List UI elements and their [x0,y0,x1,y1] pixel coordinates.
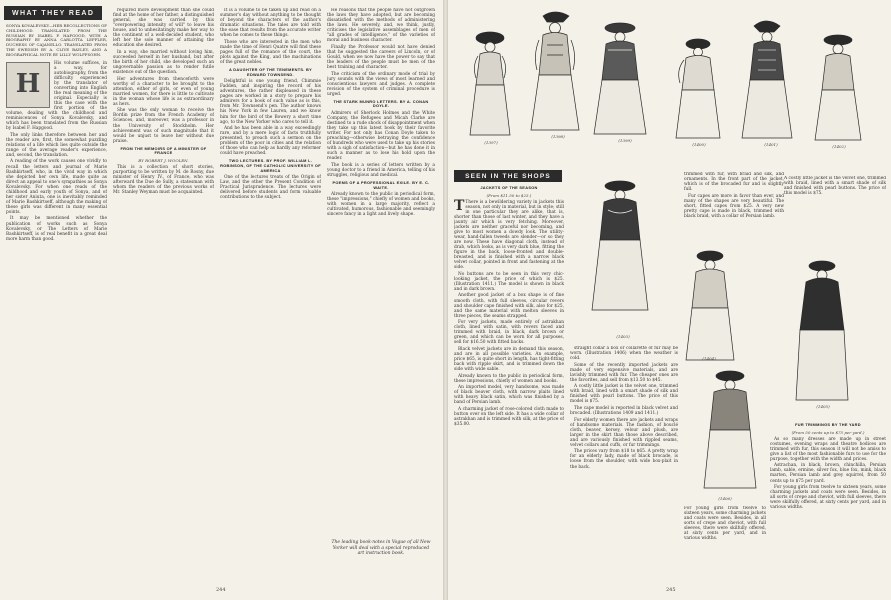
figure-label: (1400) [692,142,706,147]
paragraph: No buttons are to be seen in this very chic-looking jacket, the price of which is $25. (Illustration 1411.) The model is shown in black and in dark brown. [454,271,564,292]
paragraph: She was the only woman to receive the Bordin prize from the French Academy of Sciences, and, moreover, was a professor in the University of Stockholm. Her achievement was of such magnitude that it would be unjust to leave her without due praise. [113,108,214,144]
paragraph: required more development than she could find at the home of her father, a distinguished general, she was carried by this "overpowering intensity of will" to leave his house, and to unhesitatingly make her way to the continent of a well-decided student, who left her the sole manner of attaining the education she desired. [113,8,214,49]
right-column-c [784,176,886,256]
paragraph: Those who are interested in the men who made the time of Henri Quatre will find these pages full of the romance of the court, the plots against the King, and the machinations of the great nobles. [220,39,321,65]
review-subhead: POEMS OF A PROFESSIONAL EXILE. BY E. C. WAITE. [332,180,430,190]
paragraph: Delightful is one young friend, Chimmie Fadden, and inspiring the record of his adventures, the rather displeased in these pages are worked in a story to prepare his admirers for a book of such value as is this, from Mr. Townsend's pen. The author knows his New York in few Lauren, and we know him for the bird of the Bowery a short time ago, to the New Yorker who cares to tell it. [220,79,321,125]
paragraph: A costly little jacket is the velvet one, trimmed with braid, lined with a smart shade of silk and finished with pearl buttons. The price of this model is $75. [570,384,678,405]
article-price-range: (From $11.50 to $25.) [486,192,532,198]
left-column-1 [6,24,107,584]
fashion-figure-1397 [470,32,510,135]
footnote [330,540,432,557]
figure-label: (1402) [832,144,846,149]
illustrated-initial [6,62,50,108]
paragraph: For very jackets, made entirely of astrakhan cloth, lined with satin, with revers faced and trimmed with braid, in black, dark brown or green, and which can be worn for all purposes, sell for $16.50 with fitted backs. [454,320,564,346]
section-header [4,6,102,20]
paragraph: For young girls from twelve to sixteen years, some charming jackets and coats were seen. Besides, in all sorts of crepe and cheviot, with full sleeves, there were skilfully offered, at sixty cents per yard, and in various widths. [684,506,766,542]
paragraph: A reading of the work causes one vividly to recall the letters and journal of Marie Bashkirtseff, who, in the vivid way in which she depicted her own life, made quite as direct an appeal to one's sympathies as Sonya Kovalevsky. For when one reads of the childhood and early youth of Sonya, and of her sister Aniuta, one is inevitably reminded of Marie Bashkirtseff, although the making of these girls was different in many essential points. [6,159,107,215]
review-intro: SONYA KOVALEVSKY—HER RECOLLECTIONS OF CHILDHOOD. TRANSLATED FROM THE RUSSIAN BY ISABEL F. HAPGOOD, WITH A BIOGRAPHY BY ANNA CARLOTTA LEFFLER, DUCHESS OF CAJANELLO. TRANSLATED FROM THE SWEDISH BY A. CLIVE BAYLEY, AND A BIOGRAPHICAL NOTE BY LILLY WOLFFSOHN. [6,24,107,57]
left-column-2 [113,8,214,584]
fashion-figure-1405 [796,261,848,400]
paragraph [454,197,564,271]
paragraph: The cape model is reported in black velvet and brocaded. (Illustrations 1409 and 1411.) [570,406,678,417]
right-column-b [570,346,678,584]
figure-label: (1398) [551,134,565,139]
paragraph: It may be mentioned whether the publication of works such as Sonya Kovalevsky, or The Letters of Marie Bashkirtseff, is of real benefit in a great deal more harm than good. [6,216,107,242]
figure-label: (1401) [764,142,778,147]
paragraph: A charming jacket of rose-colored cloth made to button over on the left side. It has a wide collar of astrakhan and is trimmed with silk, at the price of $35.00. [454,406,564,428]
paragraph: straight collar a box or collarette of fur may be worn. (Illustration 1406) when the weather is cold. [570,346,678,362]
section-header-title: WHAT THEY READ [12,9,95,17]
paragraph: Her adventures from thenceforth were worthy of a character to be brought to the attention, either of girls, or even of young married women, for there is little to cultivate in the woman whose life is as extraordinary as hers. [113,76,214,107]
paragraph: In a way, she married without loving him, succeeded herself in her husband, but after the birth of her child, she developed such an ungovernable passion as to render futile existence out of the question. [113,49,214,76]
paragraph: One of the lectures treats of the Origin of Law, and the other the Present Condition of Practical Jurisprudence. The lectures were delivered before students and form valuable contributions to the subject. [220,175,321,201]
paragraph: Some of the recently imported jackets are made of very expensive materials, and are lavishly trimmed with fur. The cheaper ones are the favorites, and sell from $13.50 to $45. [570,362,678,383]
article-subhead: FUR TRIMMINGS BY THE YARD [795,422,861,427]
review-subhead: FROM THE MEMOIRS OF A MINISTER OF FRANCE [120,145,207,156]
fashion-figure-1406 [704,371,756,488]
paragraph: For elderly women there are jackets and wraps of handsome materials. The fashion, of bouclé cloth, beaver, kersey, velour and plush, are larger in the skirt than those above described, and are variously finished with rippled seams, velvet collars and cuffs, or fur trimmings. [570,417,678,448]
paragraph: Finally the Professor would not have denied that he suggested the careers of Lincoln, or of Gould, when we now have the power to say that the leaders of the people must be men of the best training and character. [327,44,435,71]
paragraph: Astrachan, in black, brown, chinchilla, Persian lamb, sable, ermine, silver fox, blue fox, mink, black marten, Persian lamb and grey squirrel, from 50 cents up to $75 per yard. [770,463,886,484]
paragraph: He reasons that the people have not outgrown the laws they have adopted, but are becoming dissatisfied with the methods of administering the laws. He severely, and, we think, justly, criticises the legislative assemblages of men of "all grades of intelligence," of the varieties of moral and business character. [327,8,435,44]
page-number: 245 [666,587,676,593]
paragraph: The book is a series of letters written by a young doctor to a friend in America, telling of his struggles, religious and medical. [327,162,435,179]
left-page [0,0,443,600]
section-title: SEEN IN THE SHOPS [465,172,551,180]
left-column-4 [327,8,435,538]
paragraph: Already known to the public in periodical form, these impressions, chiefly of women and books. [454,373,564,384]
fashion-figure-1403 [592,181,648,310]
fashion-figure-1404 [686,251,734,360]
figure-label: (1405) [816,404,830,409]
paragraph: A costly little jacket is the velvet one, trimmed with braid, lined with a smart shade of silk and finished with pearl buttons. The price of this model is $75. [784,176,886,197]
footnote-text: The leading book-notes in Vogue of all New Yorker will deal with a special reproduced art instruction book. [331,540,431,556]
review-subhead: A DAUGHTER OF THE TENEMENTS. BY EDWARD TOWNSEND. [228,67,313,77]
page-number: 244 [216,587,226,593]
right-column-mid-lower [684,506,766,586]
initial-letter: T [454,197,465,214]
review-byline: BY ROBERT J. WOOLEN. [138,157,189,163]
fashion-illustration-middle [568,172,678,342]
figure-label: (1399) [618,138,632,143]
paragraph: The only links therefore between her and the reader are, first, the somewhat puzzling relations of a life which lies quite outside the range of the average reader's experience, and, second, the translation. [6,132,107,158]
fashion-figure-1402 [815,35,861,140]
figure-label: (1406) [718,496,732,501]
right-column-c-lower [770,420,886,586]
paragraph: The prices vary from $18 to $65. A pretty wrap for an elderly lady, made of black brocade, is loose from the shoulder, with wide box-plait in the back. [570,449,678,470]
figure-label: (1397) [484,140,498,145]
paragraph: An imported model, very handsome, was made of black beaver cloth, with narrow plaits lined with heavy black satin, which was finished by a band of Persian lamb. [454,385,564,406]
left-column-3 [220,8,321,584]
fashion-figure-1399 [594,23,646,134]
paragraph-text: There is a bewildering variety in jackets this season, not only in material, but in style; still in one particular they are alike, that is, shorter than those of last winter, and they have a jaunty air which is very fetching. Moreover, jackets are neither graceful nor becoming, and give to most women a dowdy look. The utility-wear, hand-fallen tweeds are slender—or so they are now. These have diagonal cloth, instead of drab, which looks, as is very dark blue, fitting the figure in the back, loose-fronted and double-breasted, and is finished with a narrow black velvet collar, pointed in front and fastening at the side. [454,199,564,271]
paragraph: It is a volume to be taken up and read on a summer's day without anything to be thought of beyond the characters of the author's dramatic situations. The tales are told with the ease that results from the accurate writer when he comes to these things. [220,8,321,39]
paragraph: Another good jacket of a box shape is of fine smooth cloth, with full sleeves, circular revers and shoulder cape finished with silk, also for $25, and the same material with melton sleeves in three pieces, the seams strapped. [454,293,564,319]
article-price-range: (From 50 cents up to $75 per yard.) [791,429,865,435]
article-subhead: JACKETS OF THE SEASON [480,186,538,190]
paragraph: And he has been able in a way exceedingly rare, and by a mere logic of facts truthfully presented, to preach such a sermon on the problem of the poor in cities and the relation of those who can help as hardly any reformer could have preached. [220,126,321,157]
figure-label: (1403) [616,334,630,339]
paragraph: His volume suffices, in a way, for autobiography, from the difficulty experienced by the translator of converting into English the real meaning of the original. Especially is this the case with the first portion of the volume, dealing with the childhood and reminiscences of Sonya Kovalevsky, and which has been translated from the Russian by Isabel F. Hapgood. [6,60,107,132]
paragraph: Black velvet jackets are in demand this season, and are in all possible varieties. An example, price $65, is quite short in length, has tight-fitting back with ripple skirt, and is trimmed down the side with wide sable. [454,346,564,373]
review-subhead: THE STARK MUNRO LETTERS. BY A. CONAN DOYLE. [333,98,429,109]
right-column-a [454,186,564,586]
paragraph: Fur capes are more in favor than ever, and many of the shapes are very beautiful. The short, fitted capes from $25. A very new pretty cape is made in black, trimmed with black braid, with a collar of Persian lamb. [684,193,784,219]
paragraph: This is a collection of short stories, purporting to be written by M. de Rosny, due minister of Henry IV., of France, who was afterward the Due de Sully, a statesman with whom the readers of the previous works of Mr. Stanley Weyman must be acquainted. [113,164,214,196]
section-title-bar [454,170,562,182]
paragraph: As so many dresses are made up in street costumes, evening wraps and theatre bodices are trimmed with fur, this season it will not be amiss to give a list of the most fashionable furs to use for the purpose, together with the width and prices. [770,436,886,462]
paragraph: trimmed with fur, with braid and silk, and ornaments. In the front part of the jacket, which is of the brocaded fur and is slightly full. [684,172,784,193]
fashion-figure-1400 [676,39,720,138]
paragraph: Admirers of Sherlock Holmes and the White Company, the Refugees and Micah Clarke are destined to a rude shock of disappointment when they take up this latest book by their favorite writer. For not only has Conan Doyle taken to preaching—otherwise betraying the confidence of hundreds who were used to take up his stories with a sigh of satisfaction—but he has done it in such a manner as to lose his hold upon the reader. [327,110,435,162]
review-subhead: TWO LECTURES. BY PROF. WILLIAM L. ROBINSON, OF THE CATHOLIC UNIVERSITY OF AMERICA [220,158,321,173]
right-page [448,0,891,600]
paragraph: For young girls from twelve to sixteen years, some charming jackets and coats were seen. Besides, in all sorts of crepe and cheviot, with full sleeves, there were skilfully offered, at sixty cents per yard, and in various widths. [770,485,886,511]
initial-letter: H [15,69,41,100]
fashion-figure-1398 [531,12,579,130]
fashion-figure-1401 [742,21,792,138]
figure-label: (1404) [702,356,716,361]
paragraph: The criticism of the ordinary mode of trial by jury sounds with the views of most learned and conscientious lawyers and judges. A complete revision of the system of criminal procedure is urged. [327,71,435,97]
paragraph: Already known to the public in periodical form, these "impressions," chiefly of women and books, with women in a large majority, reflect a cultivated, humorous, fashionable and seemingly sincere fancy in a light and lively shape. [327,192,435,218]
